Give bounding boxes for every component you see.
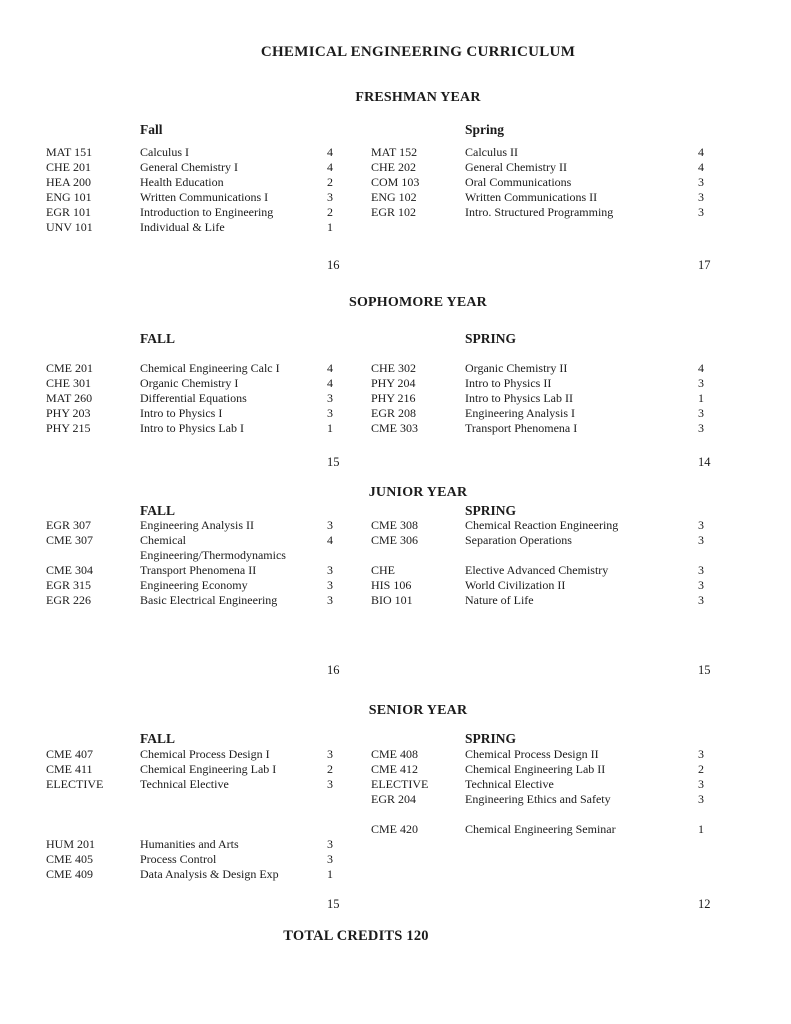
course-code: CME 303 [371,421,419,435]
course-title: Written Communications I [140,190,269,204]
fall-total: 16 [327,663,340,677]
course-credits: 3 [698,747,704,761]
course-title: Engineering Economy [140,578,248,592]
course-credits: 3 [327,837,333,851]
course-credits: 3 [327,563,333,577]
course-title: Intro to Physics I [140,406,223,420]
course-credits: 3 [327,190,333,204]
course-credits: 2 [698,762,704,776]
course-row [371,376,731,391]
year-heading: SOPHOMORE YEAR [348,295,487,310]
fall-total: 16 [327,258,340,272]
course-credits: 3 [698,205,704,219]
course-code: CME 201 [46,361,94,375]
course-row [46,807,346,822]
course-title: Intro to Physics Lab I [140,421,244,435]
course-row [46,852,346,867]
course-title: General Chemistry I [140,160,238,174]
course-row [371,421,731,436]
total-credits: TOTAL CREDITS 120 [283,928,429,944]
course-row [46,421,346,436]
course-code: MAT 152 [371,145,418,159]
fall-total: 15 [327,897,340,911]
course-row [46,175,346,190]
spring-header: SPRING [465,503,517,518]
course-title: Organic Chemistry I [140,376,239,390]
spring-total: 15 [698,663,711,677]
course-row [46,205,346,220]
course-credits: 3 [698,406,704,420]
course-code: CHE 201 [46,160,91,174]
course-title: Basic Electrical Engineering [140,593,278,607]
course-credits [327,807,346,822]
course-code: CME 411 [46,762,93,776]
course-title: Transport Phenomena I [465,421,578,435]
course-code: EGR 307 [46,518,91,532]
course-credits: 3 [327,593,333,607]
course-code: HEA 200 [46,175,91,189]
course-row [371,747,731,762]
course-code: PHY 204 [371,376,416,390]
course-credits: 2 [327,175,333,189]
fall-total: 15 [327,455,340,469]
course-credits: 3 [698,777,704,791]
course-code: HIS 106 [371,578,412,592]
course-code: CME 306 [371,533,419,547]
course-row [371,822,731,837]
course-credits: 3 [698,578,704,592]
spring-total: 12 [698,897,711,911]
course-code: CME 307 [46,533,94,547]
course-credits: 3 [327,747,333,761]
course-title: Intro to Physics Lab II [465,391,573,405]
course-title: Intro. Structured Programming [465,205,614,219]
spring-total: 17 [698,258,711,272]
course-code: CME 409 [46,867,94,881]
course-credits: 3 [698,421,704,435]
course-credits [327,822,346,837]
course-code: PHY 216 [371,391,416,405]
course-code: CME 408 [371,747,419,761]
course-title: Process Control [140,852,217,866]
course-title: Engineering Analysis I [465,406,575,420]
course-code: ENG 102 [371,190,417,204]
course-row [371,593,731,608]
course-title: Individual & Life [140,220,225,234]
course-code [46,792,140,807]
course-title: Nature of Life [465,593,534,607]
course-credits [698,807,731,822]
course-credits [327,792,346,807]
course-code: MAT 151 [46,145,93,159]
course-row [46,837,346,852]
course-title [465,548,698,563]
course-credits: 3 [698,376,704,390]
course-code: MAT 260 [46,391,93,405]
fall-course-list [46,361,346,436]
course-code [371,548,465,563]
course-code: ELECTIVE [46,777,104,791]
semester-headers [0,331,791,347]
course-title: Technical Elective [465,777,554,791]
course-row [371,175,731,190]
fall-course-list [46,747,346,882]
page-title: CHEMICAL ENGINEERING CURRICULUM [260,44,576,60]
course-credits: 1 [698,822,704,836]
course-credits: 4 [698,160,704,174]
spring-course-list [371,361,731,436]
fall-header: Fall [140,122,163,137]
course-code [46,822,140,837]
course-credits: 1 [327,220,333,234]
fall-course-list [46,518,346,608]
course-code: PHY 203 [46,406,91,420]
course-row [371,792,731,807]
course-code: ENG 101 [46,190,92,204]
year-heading: FRESHMAN YEAR [355,90,481,105]
course-row [46,391,346,406]
spring-header: Spring [465,122,505,137]
course-code: CME 304 [46,563,94,577]
course-credits: 3 [698,518,704,532]
course-credits: 1 [327,867,333,881]
course-row [371,391,731,406]
course-row [371,145,731,160]
course-code: ELECTIVE [371,777,429,791]
course-row [46,563,346,578]
course-code: CME 420 [371,822,419,836]
course-credits: 3 [698,175,704,189]
course-code: EGR 102 [371,205,416,219]
course-row [46,160,346,175]
course-credits: 3 [327,578,333,592]
course-credits: 4 [698,145,704,159]
course-title: Humanities and Arts [140,837,239,851]
course-code: CME 407 [46,747,94,761]
course-row [46,145,346,160]
course-code: EGR 208 [371,406,416,420]
course-code: PHY 215 [46,421,91,435]
course-row [46,220,346,235]
course-credits: 2 [327,205,333,219]
course-credits: 3 [327,406,333,420]
course-code: CME 412 [371,762,419,776]
course-code: CHE 302 [371,361,416,375]
semester-headers [0,122,791,138]
course-row [371,160,731,175]
course-title: Data Analysis & Design Exp [140,867,279,881]
course-row [371,361,731,376]
course-code: CME 405 [46,852,94,866]
course-title: Chemical Process Design II [465,747,599,761]
course-credits: 3 [698,190,704,204]
spring-total: 14 [698,455,711,469]
course-row [46,376,346,391]
course-title: Separation Operations [465,533,572,547]
course-code [371,807,465,822]
course-title: Chemical Reaction Engineering [465,518,619,532]
course-row [371,406,731,421]
course-code: EGR 226 [46,593,91,607]
course-credits: 4 [327,533,333,547]
year-heading: JUNIOR YEAR [368,485,468,500]
course-title: Chemical Engineering Seminar [465,822,616,836]
semester-headers [0,731,791,747]
course-row [371,807,731,822]
course-row [371,205,731,220]
course-title: Written Communications II [465,190,598,204]
fall-header: FALL [140,731,176,746]
course-row [46,518,346,533]
course-title: Differential Equations [140,391,247,405]
course-title: Introduction to Engineering [140,205,274,219]
course-code: CME 308 [371,518,419,532]
course-code: EGR 101 [46,205,91,219]
course-title: Intro to Physics II [465,376,552,390]
spring-course-list [371,518,731,608]
course-row [371,762,731,777]
course-title: Calculus I [140,145,189,159]
fall-header: FALL [140,503,176,518]
course-row [371,563,731,578]
course-credits [698,548,731,563]
course-row [46,578,346,593]
course-credits: 4 [327,145,333,159]
course-title: Organic Chemistry II [465,361,568,375]
course-row [371,777,731,792]
course-credits: 1 [698,391,704,405]
course-title: Engineering Analysis II [140,518,254,532]
course-row [46,762,346,777]
course-code: CHE 301 [46,376,91,390]
course-title: Chemical Engineering Calc I [140,361,280,375]
fall-course-list [46,145,346,235]
course-credits: 4 [327,160,333,174]
course-row [371,518,731,533]
course-row [371,578,731,593]
course-credits: 2 [327,762,333,776]
course-row [46,406,346,421]
course-title: Transport Phenomena II [140,563,257,577]
course-code: UNV 101 [46,220,93,234]
year-heading: SENIOR YEAR [368,703,468,718]
spring-course-list [371,747,731,837]
course-row [46,747,346,762]
course-code: CHE [371,563,395,577]
course-title [140,807,327,822]
fall-header: FALL [140,331,176,346]
spring-course-list [371,145,731,220]
course-code: BIO 101 [371,593,413,607]
course-row [46,361,346,376]
course-title: Calculus II [465,145,518,159]
course-credits: 3 [698,593,704,607]
course-code: HUM 201 [46,837,96,851]
course-credits: 4 [327,376,333,390]
course-row [46,822,346,837]
course-title: Chemical Engineering Lab II [465,762,606,776]
course-credits: 3 [327,852,333,866]
course-row [371,548,731,563]
course-row [46,190,346,205]
course-row [46,792,346,807]
course-credits: 3 [698,563,704,577]
course-title: Oral Communications [465,175,572,189]
spring-header: SPRING [465,731,517,746]
course-credits: 3 [327,777,333,791]
course-title [140,792,327,807]
semester-headers [0,503,791,519]
course-row [46,867,346,882]
course-title: Chemical Engineering Lab I [140,762,277,776]
course-title: Technical Elective [140,777,229,791]
course-code: EGR 204 [371,792,416,806]
course-code: COM 103 [371,175,420,189]
course-code: EGR 315 [46,578,91,592]
course-credits: 4 [327,361,333,375]
course-row [371,533,731,548]
course-title: Health Education [140,175,224,189]
course-row [371,190,731,205]
course-row [46,533,346,563]
course-code: CHE 202 [371,160,416,174]
course-row [46,593,346,608]
course-credits: 1 [327,421,333,435]
course-credits: 4 [698,361,704,375]
course-title [465,807,698,822]
course-credits: 3 [698,533,704,547]
course-title: Chemical Engineering/Thermodynamics [140,533,286,562]
course-title: Engineering Ethics and Safety [465,792,611,806]
course-title: World Civilization II [465,578,566,592]
course-title: Chemical Process Design I [140,747,270,761]
course-title [140,822,327,837]
course-code [46,807,140,822]
course-credits: 3 [698,792,704,806]
course-title: Elective Advanced Chemistry [465,563,609,577]
course-credits: 3 [327,391,333,405]
course-row [46,777,346,792]
course-title: General Chemistry II [465,160,567,174]
spring-header: SPRING [465,331,517,346]
course-credits: 3 [327,518,333,532]
